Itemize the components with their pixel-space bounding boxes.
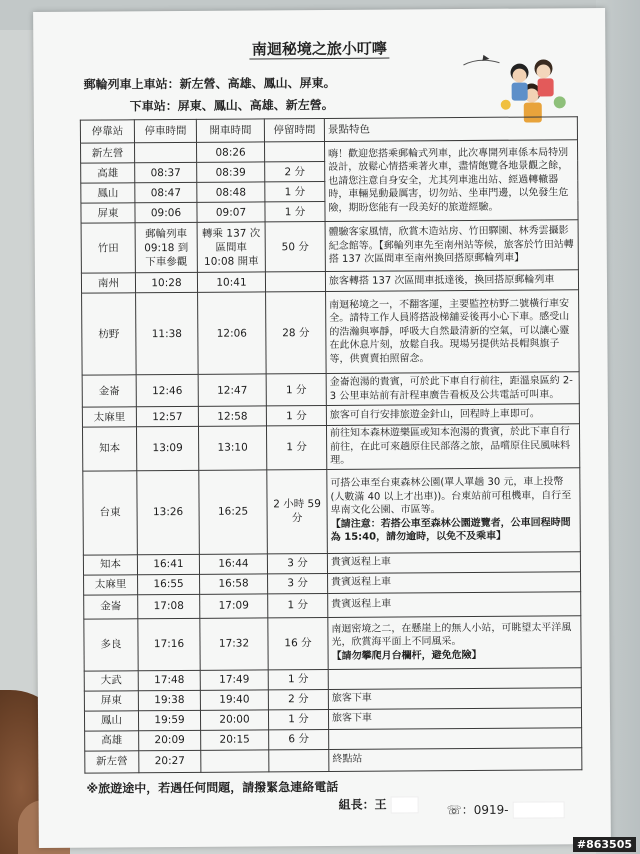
redacted-name-block [391, 796, 419, 813]
schedule-table [80, 116, 583, 773]
alighting-stations: 下車站：屏東、鳳山、高雄、新左營。 [129, 97, 334, 114]
stay-cell: 2 分 [265, 161, 325, 181]
stay-cell [265, 141, 325, 161]
stay-cell: 1 分 [268, 669, 328, 689]
zhutian-description: 體驗客家風情，欣賞木造站房、竹田驛園、林秀雲攝影紀念館等。【郵輪列車先至南州站等候，旅客於竹田站轉搭 137 次區間車至南州換回搭原郵輪列車】 [325, 220, 578, 272]
stay-cell: 1 分 [268, 709, 328, 729]
duoliang-info: 南迴密境之二，在懸崖上的無人小站，可眺望太平洋風光，欣賞海平面上不同風采。 [331, 622, 572, 649]
arrival-cell: 12:57 [136, 406, 198, 426]
arrival-cell: 郵輪列車 09:18 到 下車參觀 [135, 222, 197, 272]
stay-cell: 3 分 [268, 573, 328, 593]
jinlun-description: 金崙泡湯的貴賓，可於此下車自行前往，距溫泉區約 2-3 公里車站前有計程車廣告看板及公共電話可叫車。 [326, 372, 579, 406]
redacted-phone-block [512, 801, 564, 818]
header-departure: 開車時間 [196, 119, 264, 142]
arrival-cell: 19:38 [138, 690, 200, 710]
station-cell: 枋野 [82, 293, 137, 375]
return-description: 貴賓返程上車 [328, 591, 581, 617]
stay-cell [265, 271, 325, 291]
departure-cell: 轉乘 137 次 區間車 10:08 開車 [197, 222, 265, 272]
stay-cell: 1 分 [266, 373, 326, 405]
return-description: 貴賓返程上車 [327, 551, 580, 573]
stay-cell: 50 分 [265, 221, 325, 271]
arrival-cell: 17:48 [138, 670, 200, 690]
departure-cell: 10:41 [197, 272, 265, 292]
arrival-cell: 16:55 [138, 574, 200, 594]
station-cell: 知本 [82, 427, 136, 471]
stay-cell: 28 分 [266, 291, 327, 373]
departure-cell: 08:39 [197, 162, 265, 182]
table-row [82, 290, 580, 375]
boarding-stations: 郵輪列車上車站：新左營、高雄、鳳山、屏東。 [83, 75, 336, 92]
stay-cell: 1 分 [266, 405, 326, 425]
header-arrival: 停車時間 [134, 119, 196, 142]
arrival-cell: 08:47 [135, 182, 197, 202]
table-row [82, 372, 579, 407]
stay-cell [269, 749, 329, 771]
arrival-cell: 13:09 [136, 426, 198, 470]
terminal-description: 終點站 [329, 747, 582, 771]
table-row [83, 467, 581, 554]
emergency-contact-note: ※旅遊途中，若遇任何問題，請撥緊急連絡電話 [86, 779, 339, 796]
stay-cell: 3 分 [267, 553, 327, 573]
stay-cell: 1 分 [265, 201, 325, 221]
station-cell: 南州 [81, 273, 135, 293]
departure-cell: 16:58 [200, 573, 268, 593]
fangye-description: 南迴秘境之一，不翻客運，主要監控枋野二號橫行車安全。請特工作人員將搭設梯舖妥後再小心下車。感受山的浩瀚與寧靜，呼吸大自然最清新的空氣，可以讓心靈在此休息片刻，放鬆自我。現場另提供站長帽與旗子等，供賣賣拍照留念。 [326, 290, 580, 374]
taitung-description [327, 467, 581, 553]
duoliang-safety-notice: 【請勿攀爬月台欄杆，避免危險】 [331, 649, 482, 662]
station-cell: 鳳山 [81, 183, 135, 203]
departure-cell: 12:47 [198, 374, 266, 406]
station-cell: 高雄 [85, 730, 139, 750]
station-cell: 台東 [83, 470, 138, 554]
departure-cell: 17:09 [200, 593, 268, 617]
arrival-cell: 08:37 [135, 162, 197, 182]
arrival-cell: 17:08 [138, 594, 200, 618]
station-cell: 大武 [84, 670, 138, 690]
table-row [84, 591, 581, 618]
arrival-cell: 09:06 [135, 202, 197, 222]
zhiben-description: 前往知本森林遊樂區或知本泡湯的貴賓，於此下車自行前往，在此可來趟原住民部落之旅，品嚐原住民風味料理。 [326, 424, 579, 469]
departure-cell: 17:49 [200, 669, 268, 689]
taimali-description: 旅客可自行安排旅遊金針山，回程時上車即可。 [326, 404, 579, 426]
table-row [85, 747, 582, 772]
table-row [84, 615, 581, 670]
arrival-cell: 10:28 [135, 272, 197, 292]
departure-cell: 08:26 [197, 142, 265, 162]
passenger-off-description: 旅客下車 [328, 707, 581, 729]
departure-cell: 16:25 [199, 469, 268, 553]
document-paper [33, 8, 611, 848]
departure-cell: 20:00 [200, 709, 268, 729]
image-id-watermark: #863505 [573, 837, 636, 852]
station-cell: 知本 [83, 554, 137, 574]
station-cell: 竹田 [81, 223, 135, 273]
departure-cell: 17:32 [200, 617, 268, 669]
station-cell: 太麻里 [84, 574, 138, 594]
station-cell: 新左營 [81, 143, 135, 163]
table-row [82, 424, 579, 471]
table-header-row [80, 117, 577, 143]
empty-description [328, 667, 581, 689]
station-cell: 高雄 [81, 163, 135, 183]
arrival-cell: 17:16 [138, 618, 200, 670]
stay-cell: 1 分 [266, 425, 326, 469]
page-title: 南迴秘境之旅小叮嚀 [33, 36, 605, 61]
arrival-cell: 16:41 [137, 554, 199, 574]
stay-cell: 6 分 [269, 729, 329, 749]
leader-label: 組長：王 [338, 797, 387, 812]
station-cell: 鳳山 [84, 710, 138, 730]
station-cell: 新左營 [85, 750, 139, 772]
arrival-cell: 20:09 [139, 730, 201, 750]
duoliang-description [328, 615, 581, 669]
station-cell: 金崙 [84, 594, 138, 618]
departure-cell: 13:10 [198, 426, 266, 470]
arrival-cell [135, 142, 197, 162]
arrival-cell: 19:59 [138, 710, 200, 730]
empty-description [329, 727, 582, 749]
group-leader [339, 795, 419, 814]
departure-cell: 08:48 [197, 182, 265, 202]
departure-cell: 09:07 [197, 202, 265, 222]
phone-label: ☏：0919- [446, 802, 509, 818]
passenger-off-description: 旅客下車 [328, 687, 581, 709]
return-description: 貴賓返程上車 [328, 571, 581, 593]
table-row [81, 140, 578, 163]
taitung-bus-notice: 【請注意：若搭公車至森林公園遊覽者，公車回程時間為 15:40，請勿逾時，以免不及乘車】 [330, 517, 571, 544]
stay-cell: 2 分 [268, 689, 328, 709]
nanzhou-description: 旅客轉搭 137 次區間車抵達後，換回搭原郵輪列車 [325, 270, 578, 292]
departure-cell: 19:40 [200, 689, 268, 709]
header-station: 停靠站 [80, 120, 134, 143]
intro-description: 嗨！歡迎您搭乘郵輪式列車，此次專開列車係本局特別設計，放鬆心情搭乘著火車，盡情飽覽各地景觀之餘，也請您注意自身安全，尤其列車進出站、經過轉轍器時，車輛晃動最厲害，切勿站、坐車門邊，以免發生危險，期盼您能有一段美好的旅遊經驗。 [324, 140, 578, 222]
station-cell: 屏東 [81, 203, 135, 223]
arrival-cell: 13:26 [137, 470, 200, 554]
departure-cell: 12:06 [198, 292, 267, 374]
stay-cell: 2 小時 59 分 [267, 469, 328, 553]
station-cell: 屏東 [84, 690, 138, 710]
arrival-cell: 12:46 [136, 374, 198, 406]
departure-cell: 12:58 [198, 406, 266, 426]
stay-cell: 1 分 [265, 181, 325, 201]
station-cell: 金崙 [82, 375, 136, 407]
station-cell: 多良 [84, 618, 138, 670]
arrival-cell: 11:38 [136, 292, 199, 374]
station-cell: 太麻里 [82, 407, 136, 427]
header-stay: 停留時間 [264, 118, 324, 141]
departure-cell [201, 749, 269, 771]
stay-cell: 16 分 [268, 617, 328, 669]
emergency-phone [447, 800, 565, 819]
taitung-info: 可搭公車至台東森林公園(單人單趟 30 元，車上投幣(人數滿 40 以上才出車))。台東站前可租機車，自行至卑南文化公園、市區等。 [330, 476, 572, 517]
stay-cell: 1 分 [268, 593, 328, 617]
table-row [81, 220, 578, 273]
departure-cell: 16:44 [199, 553, 267, 573]
header-features: 景點特色 [324, 117, 577, 142]
departure-cell: 20:15 [201, 729, 269, 749]
arrival-cell: 20:27 [139, 750, 201, 772]
